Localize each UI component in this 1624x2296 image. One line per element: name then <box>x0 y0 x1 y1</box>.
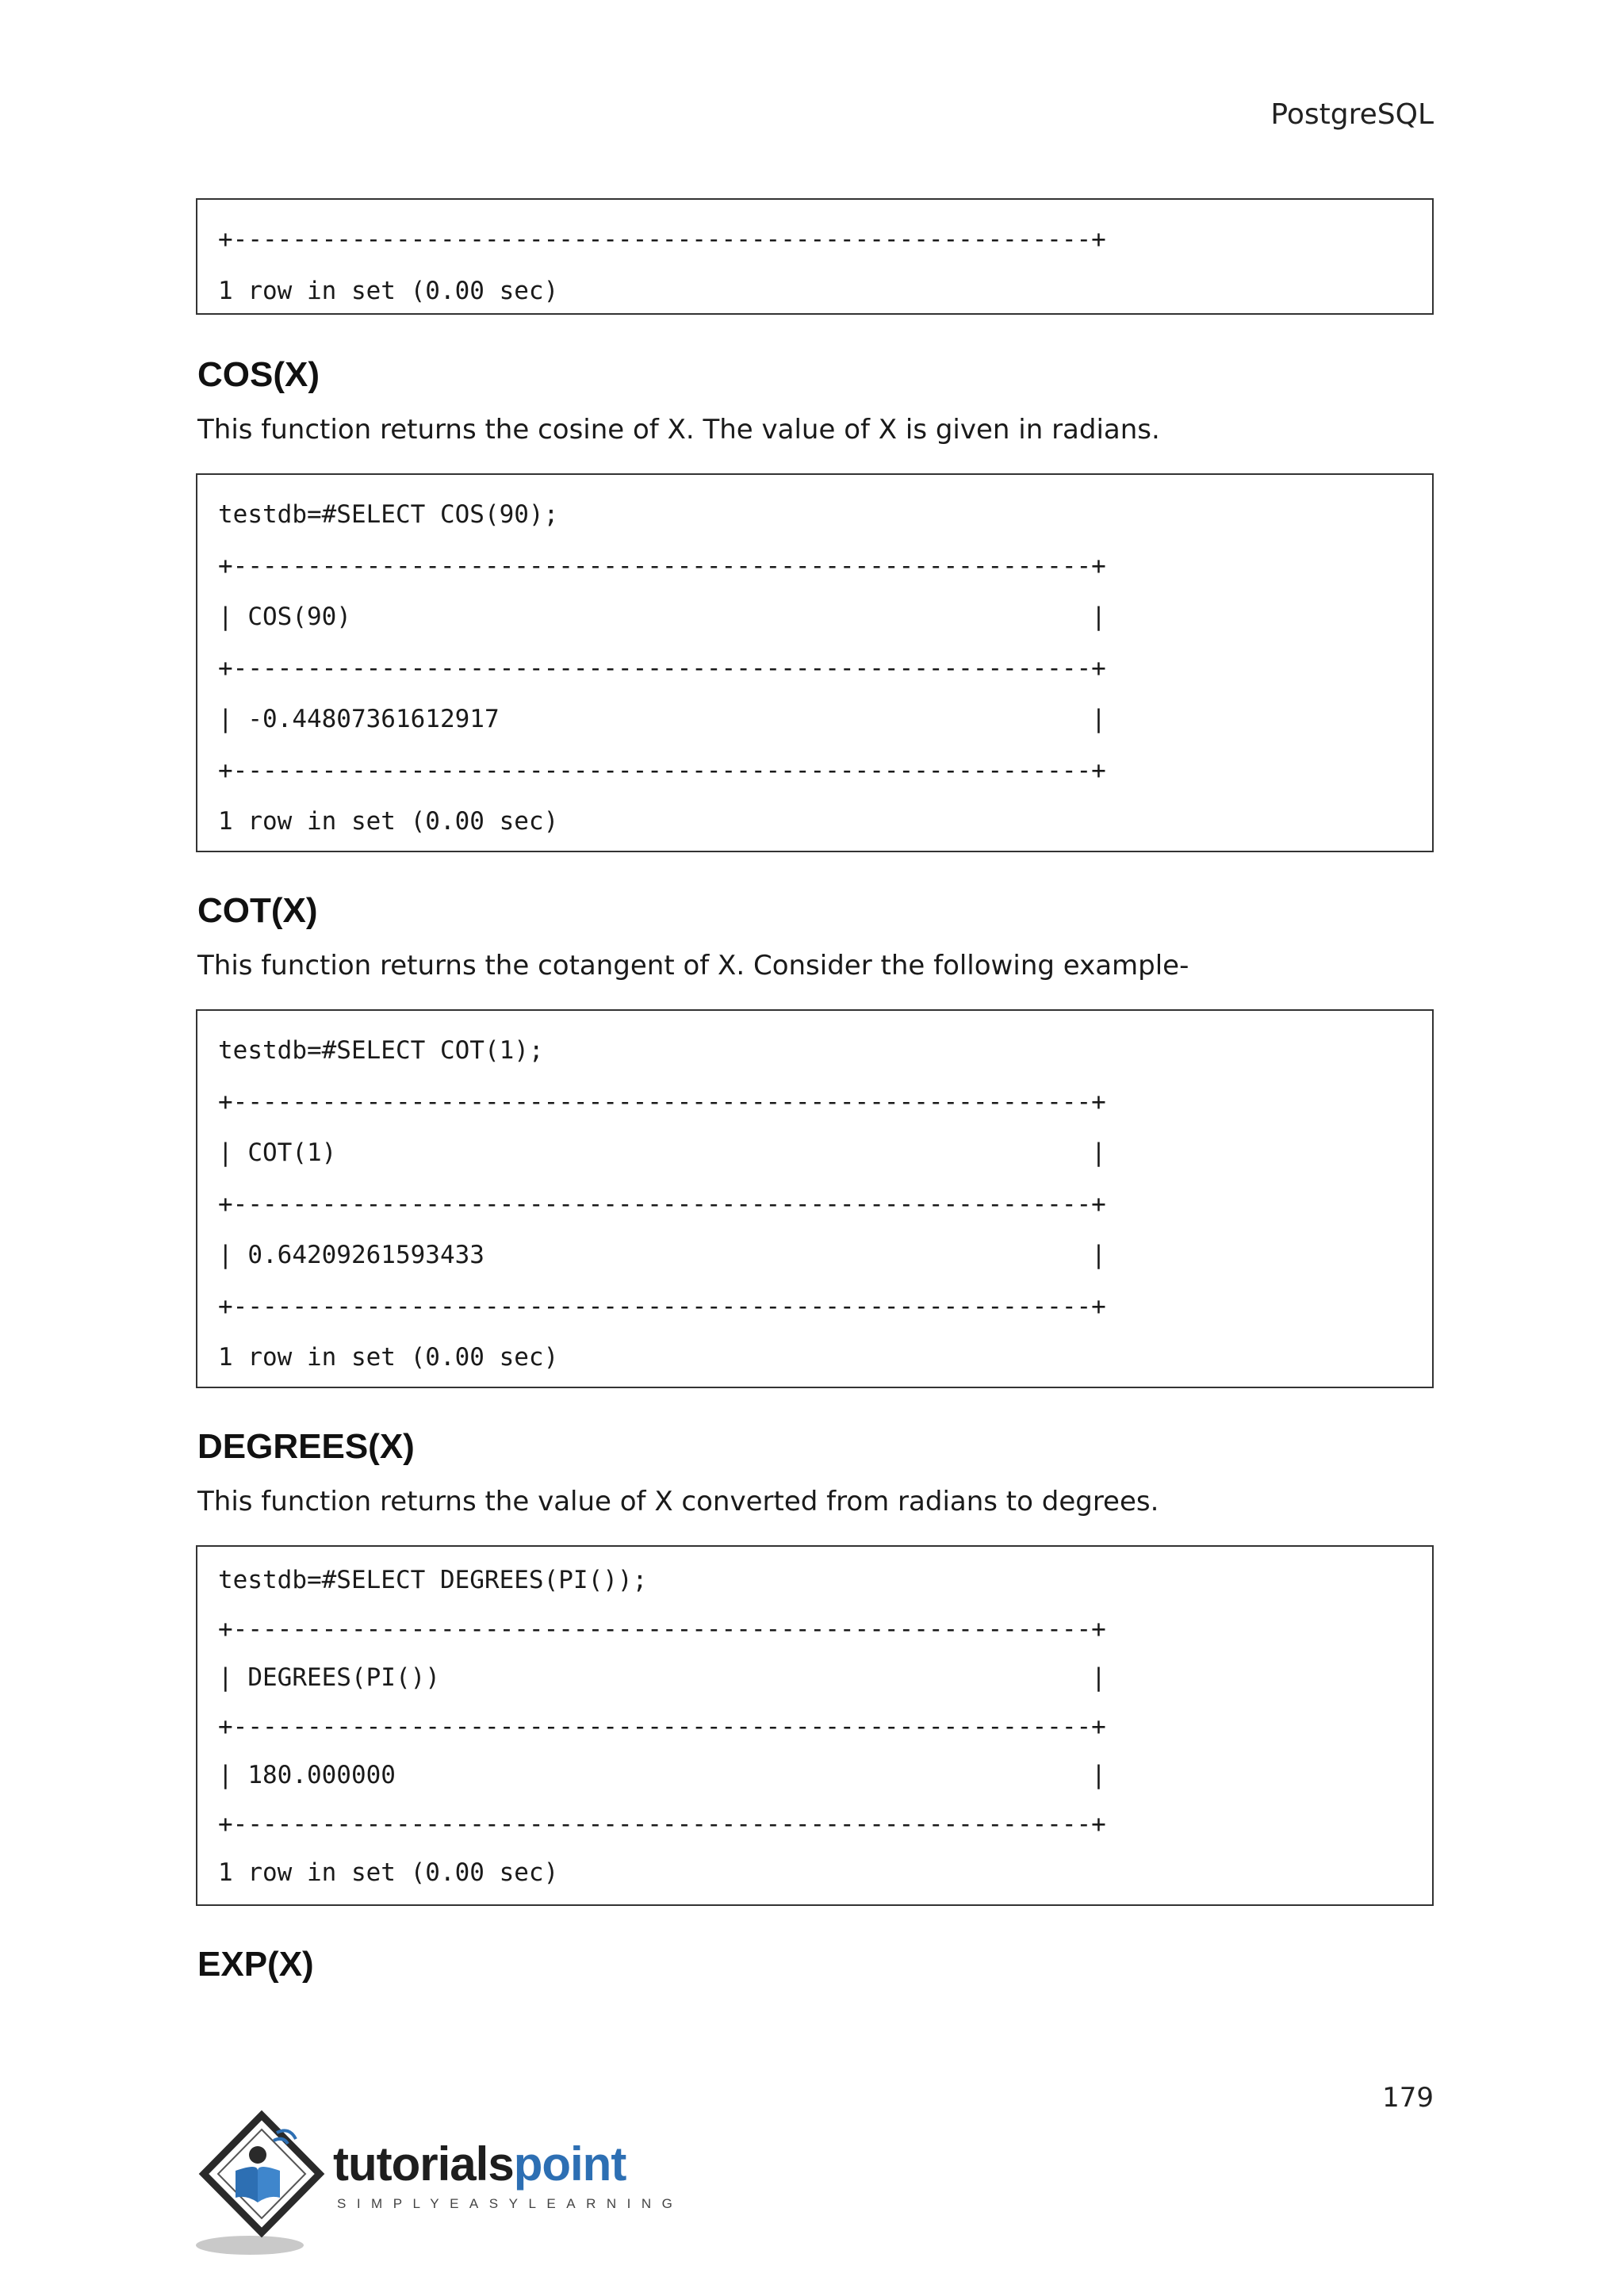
logo-wordmark <box>333 2137 626 2191</box>
logo-tagline: SIMPLYEASYLEARNING <box>337 2196 684 2211</box>
code-line: | 180.000000 | <box>218 1761 1106 1789</box>
logo-word-part1: tutorials <box>333 2137 514 2191</box>
code-line: +----------------------------------------------------------+ <box>218 1087 1106 1116</box>
code-line: 1 row in set (0.00 sec) <box>218 276 559 305</box>
code-line: +----------------------------------------------------------+ <box>218 1614 1106 1644</box>
code-line: testdb=#SELECT COT(1); <box>218 1036 544 1065</box>
code-line: | COS(90) | <box>218 603 1106 631</box>
code-line: | 0.64209261593433 | <box>218 1241 1106 1269</box>
code-line: 1 row in set (0.00 sec) <box>218 807 559 836</box>
code-line: | COT(1) | <box>218 1138 1106 1167</box>
code-line: +----------------------------------------------------------+ <box>218 653 1106 683</box>
section-description-cos: This function returns the cosine of X. The value of X is given in radians. <box>197 414 1160 446</box>
logo-emblem-icon <box>194 2109 337 2267</box>
code-block-cot <box>196 1009 1434 1388</box>
code-line: 1 row in set (0.00 sec) <box>218 1858 559 1887</box>
code-line: | -0.44807361612917 | <box>218 705 1106 733</box>
code-line: +----------------------------------------------------------+ <box>218 1292 1106 1321</box>
section-heading-cot: COT(X) <box>197 891 318 930</box>
code-line: +----------------------------------------------------------+ <box>218 1809 1106 1839</box>
code-line: +----------------------------------------------------------+ <box>218 225 1106 254</box>
section-description-cot: This function returns the cotangent of X. Consider the following example- <box>197 950 1189 982</box>
section-heading-cos: COS(X) <box>197 355 320 394</box>
code-line: +----------------------------------------------------------+ <box>218 756 1106 785</box>
code-line: 1 row in set (0.00 sec) <box>218 1343 559 1372</box>
tutorialspoint-logo <box>194 2109 686 2267</box>
code-line: +----------------------------------------------------------+ <box>218 1189 1106 1219</box>
logo-word-part2: point <box>513 2137 626 2191</box>
running-header: PostgreSQL <box>1270 98 1434 131</box>
page-number: 179 <box>1382 2082 1434 2114</box>
code-block-degrees <box>196 1545 1434 1906</box>
section-description-degrees: This function returns the value of X converted from radians to degrees. <box>197 1486 1159 1517</box>
code-line: +----------------------------------------------------------+ <box>218 1712 1106 1741</box>
code-block-continued <box>196 198 1434 315</box>
code-line: testdb=#SELECT COS(90); <box>218 500 559 529</box>
code-line: | DEGREES(PI()) | <box>218 1663 1106 1692</box>
code-block-cos <box>196 473 1434 852</box>
section-heading-degrees: DEGREES(X) <box>197 1427 415 1466</box>
code-line: testdb=#SELECT DEGREES(PI()); <box>218 1566 648 1594</box>
section-heading-exp: EXP(X) <box>197 1945 314 1984</box>
code-line: +----------------------------------------------------------+ <box>218 551 1106 580</box>
